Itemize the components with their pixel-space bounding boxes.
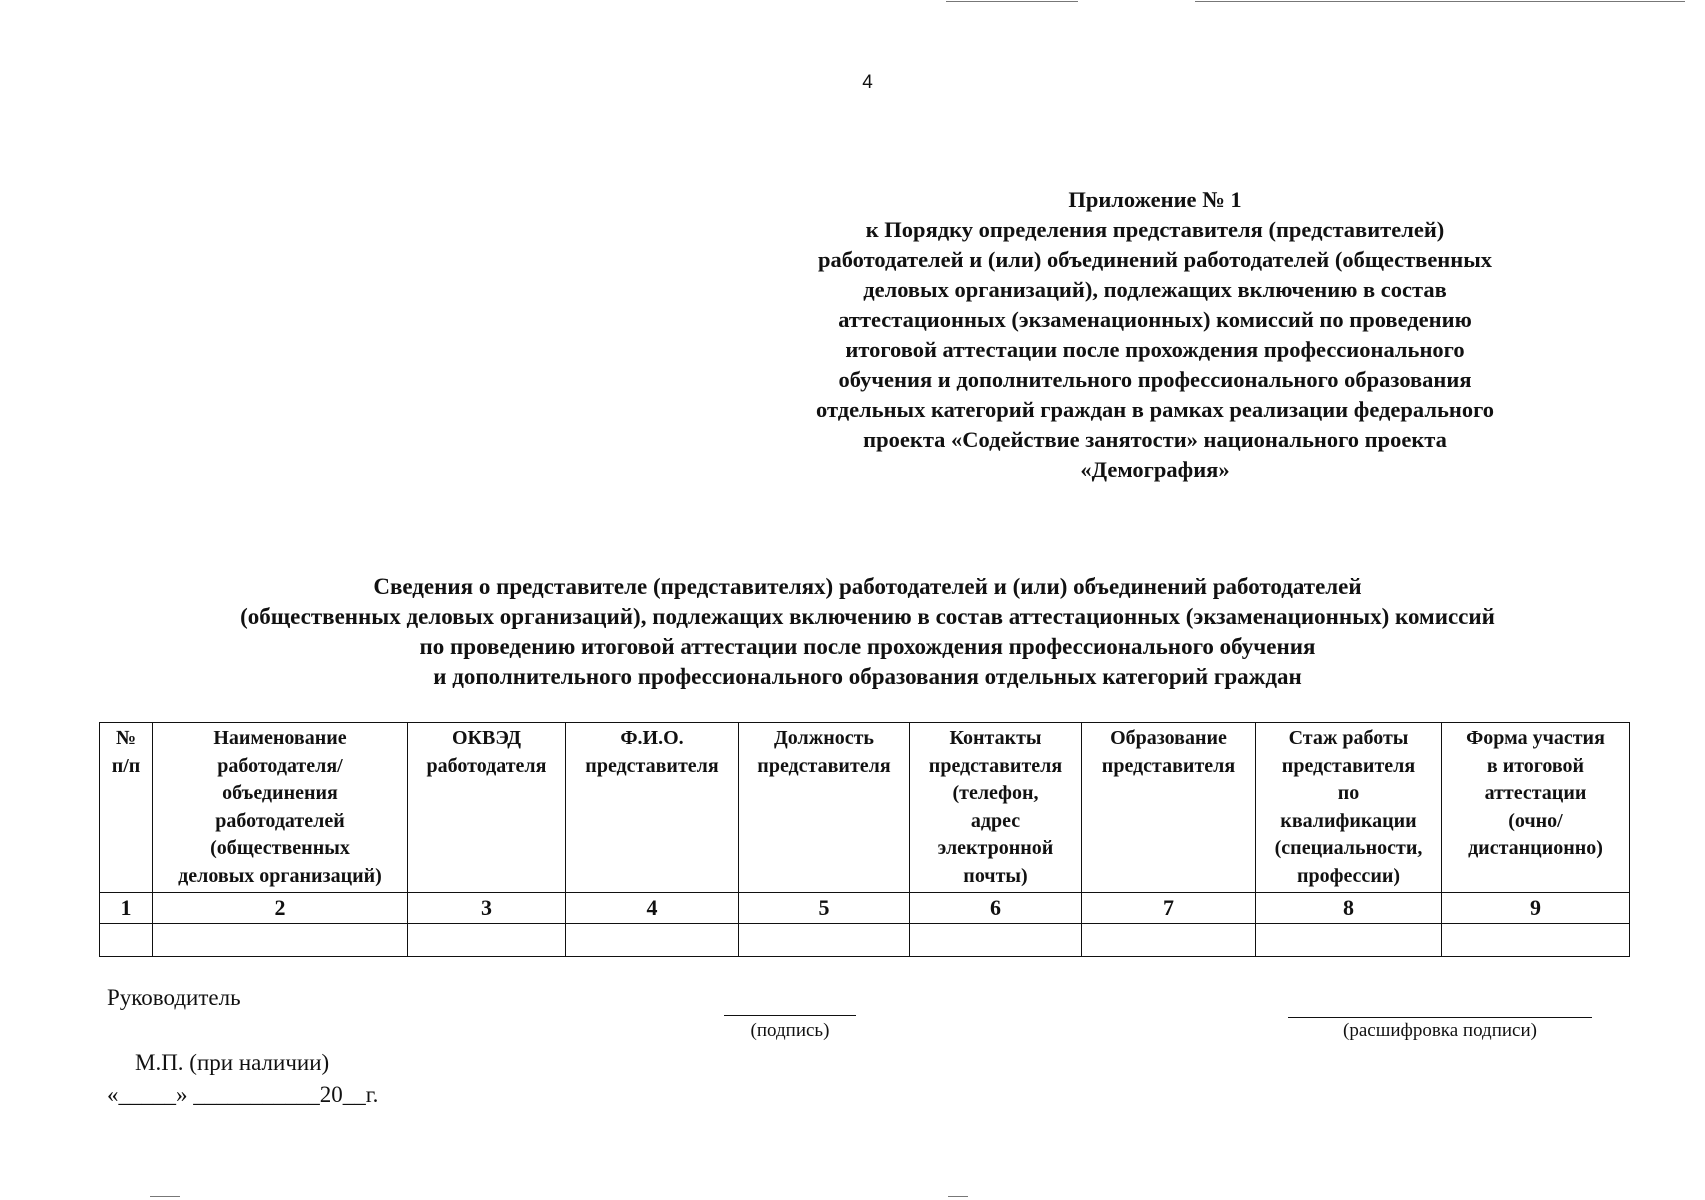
- header-line: Должность: [773, 727, 875, 749]
- page-number: 4: [862, 72, 873, 93]
- header-line: Контакты: [949, 727, 1042, 749]
- header-cell: [566, 723, 739, 893]
- column-number-cell: 9: [1442, 893, 1630, 924]
- header-line: (специальности,: [1274, 837, 1423, 859]
- column-number-cell: 2: [153, 893, 408, 924]
- header-line: представителя: [1281, 754, 1416, 777]
- empty-cell: [910, 924, 1082, 957]
- scan-edge-mark: [150, 1196, 180, 1197]
- header-line: (телефон,: [952, 782, 1039, 804]
- header-line: электронной: [937, 837, 1054, 859]
- header-line: адрес: [970, 809, 1021, 832]
- header-line: квалификации: [1280, 809, 1417, 832]
- header-line: Образование: [1110, 727, 1227, 749]
- appendix-line: деловых организаций), подлежащих включению в состав: [863, 277, 1447, 302]
- column-number-cell: 4: [566, 893, 739, 924]
- header-cell: [1082, 723, 1256, 893]
- head-label: Руководитель: [107, 985, 241, 1010]
- appendix-line: «Демография»: [1080, 457, 1230, 482]
- header-line: работодателя/: [217, 754, 343, 777]
- title-line: и дополнительного профессионального образования отдельных категорий граждан: [433, 664, 1302, 689]
- column-number-cell: 3: [408, 893, 566, 924]
- empty-cell: [1082, 924, 1256, 957]
- header-line: в итоговой: [1486, 754, 1585, 777]
- column-number-cell: 7: [1082, 893, 1256, 924]
- appendix-line: работодателей и (или) объединений работодателей (общественных: [817, 247, 1493, 272]
- appendix-line: аттестационных (экзаменационных) комиссий по проведению: [838, 307, 1472, 332]
- header-line: п/п: [111, 754, 141, 777]
- signature-line: [724, 1015, 856, 1016]
- column-number-cell: 6: [910, 893, 1082, 924]
- representatives-table: [99, 722, 1630, 957]
- appendix-line: Приложение № 1: [1068, 187, 1242, 212]
- empty-cell: [153, 924, 408, 957]
- scan-edge-mark: [946, 1, 1078, 2]
- header-line: почты): [963, 864, 1028, 887]
- title-line: Сведения о представителе (представителях) работодателей и (или) объединений работодателей: [373, 574, 1362, 599]
- header-line: (общественных: [210, 837, 350, 859]
- column-number-cell: 8: [1256, 893, 1442, 924]
- header-line: по: [1337, 782, 1360, 804]
- header-cell: [153, 723, 408, 893]
- empty-cell: [100, 924, 153, 957]
- appendix-header: [805, 185, 1505, 485]
- appendix-line: отдельных категорий граждан в рамках реализации федерального: [815, 397, 1494, 422]
- header-line: аттестации: [1484, 782, 1587, 804]
- header-line: деловых организаций): [178, 864, 382, 887]
- empty-cell: [566, 924, 739, 957]
- empty-cell: [1256, 924, 1442, 957]
- signature-caption: (подпись): [750, 1020, 830, 1041]
- header-line: объединения: [222, 782, 338, 804]
- header-line: представителя: [1101, 754, 1236, 777]
- header-line: ОКВЭД: [451, 727, 522, 749]
- header-cell: [739, 723, 910, 893]
- header-line: (очно/: [1508, 809, 1563, 832]
- header-cell: [1442, 723, 1630, 893]
- column-number-row: [100, 893, 1630, 924]
- header-line: №: [115, 727, 137, 749]
- header-line: работодателей: [215, 809, 345, 832]
- table-header-row: [100, 723, 1630, 893]
- column-number-cell: 5: [739, 893, 910, 924]
- header-line: Форма участия: [1466, 727, 1605, 749]
- empty-data-row: [100, 924, 1630, 957]
- header-cell: [100, 723, 153, 893]
- appendix-line: итоговой аттестации после прохождения профессионального: [845, 337, 1465, 362]
- appendix-line: к Порядку определения представителя (представителей): [865, 217, 1445, 242]
- scan-edge-mark: [948, 1196, 968, 1197]
- seal-label: М.П. (при наличии): [135, 1050, 330, 1075]
- decoding-line: [1288, 1017, 1592, 1018]
- header-line: дистанционно): [1468, 837, 1603, 859]
- header-line: Стаж работы: [1288, 727, 1409, 749]
- header-line: Ф.И.О.: [620, 727, 684, 749]
- header-cell: [408, 723, 566, 893]
- header-line: Наименование: [213, 727, 347, 749]
- header-line: работодателя: [426, 754, 547, 777]
- appendix-line: проекта «Содействие занятости» национального проекта: [863, 427, 1447, 452]
- header-cell: [1256, 723, 1442, 893]
- header-line: профессии): [1296, 864, 1401, 887]
- appendix-line: обучения и дополнительного профессионального образования: [838, 367, 1472, 392]
- empty-cell: [408, 924, 566, 957]
- header-line: представителя: [757, 754, 891, 777]
- scan-edge-mark: [1195, 1, 1685, 2]
- header-cell: [910, 723, 1082, 893]
- title-line: по проведению итоговой аттестации после прохождения профессионального обучения: [419, 634, 1316, 659]
- column-number-cell: 1: [100, 893, 153, 924]
- header-line: представителя: [928, 754, 1063, 777]
- date-line: «_____» ___________20__г.: [107, 1082, 379, 1107]
- title-line: (общественных деловых организаций), подлежащих включению в состав аттестационных (экзаменационных) комиссий: [240, 604, 1495, 629]
- empty-cell: [739, 924, 910, 957]
- document-title: [0, 572, 1705, 692]
- header-line: представителя: [585, 754, 719, 777]
- decoding-caption: (расшифровка подписи): [1343, 1020, 1537, 1041]
- empty-cell: [1442, 924, 1630, 957]
